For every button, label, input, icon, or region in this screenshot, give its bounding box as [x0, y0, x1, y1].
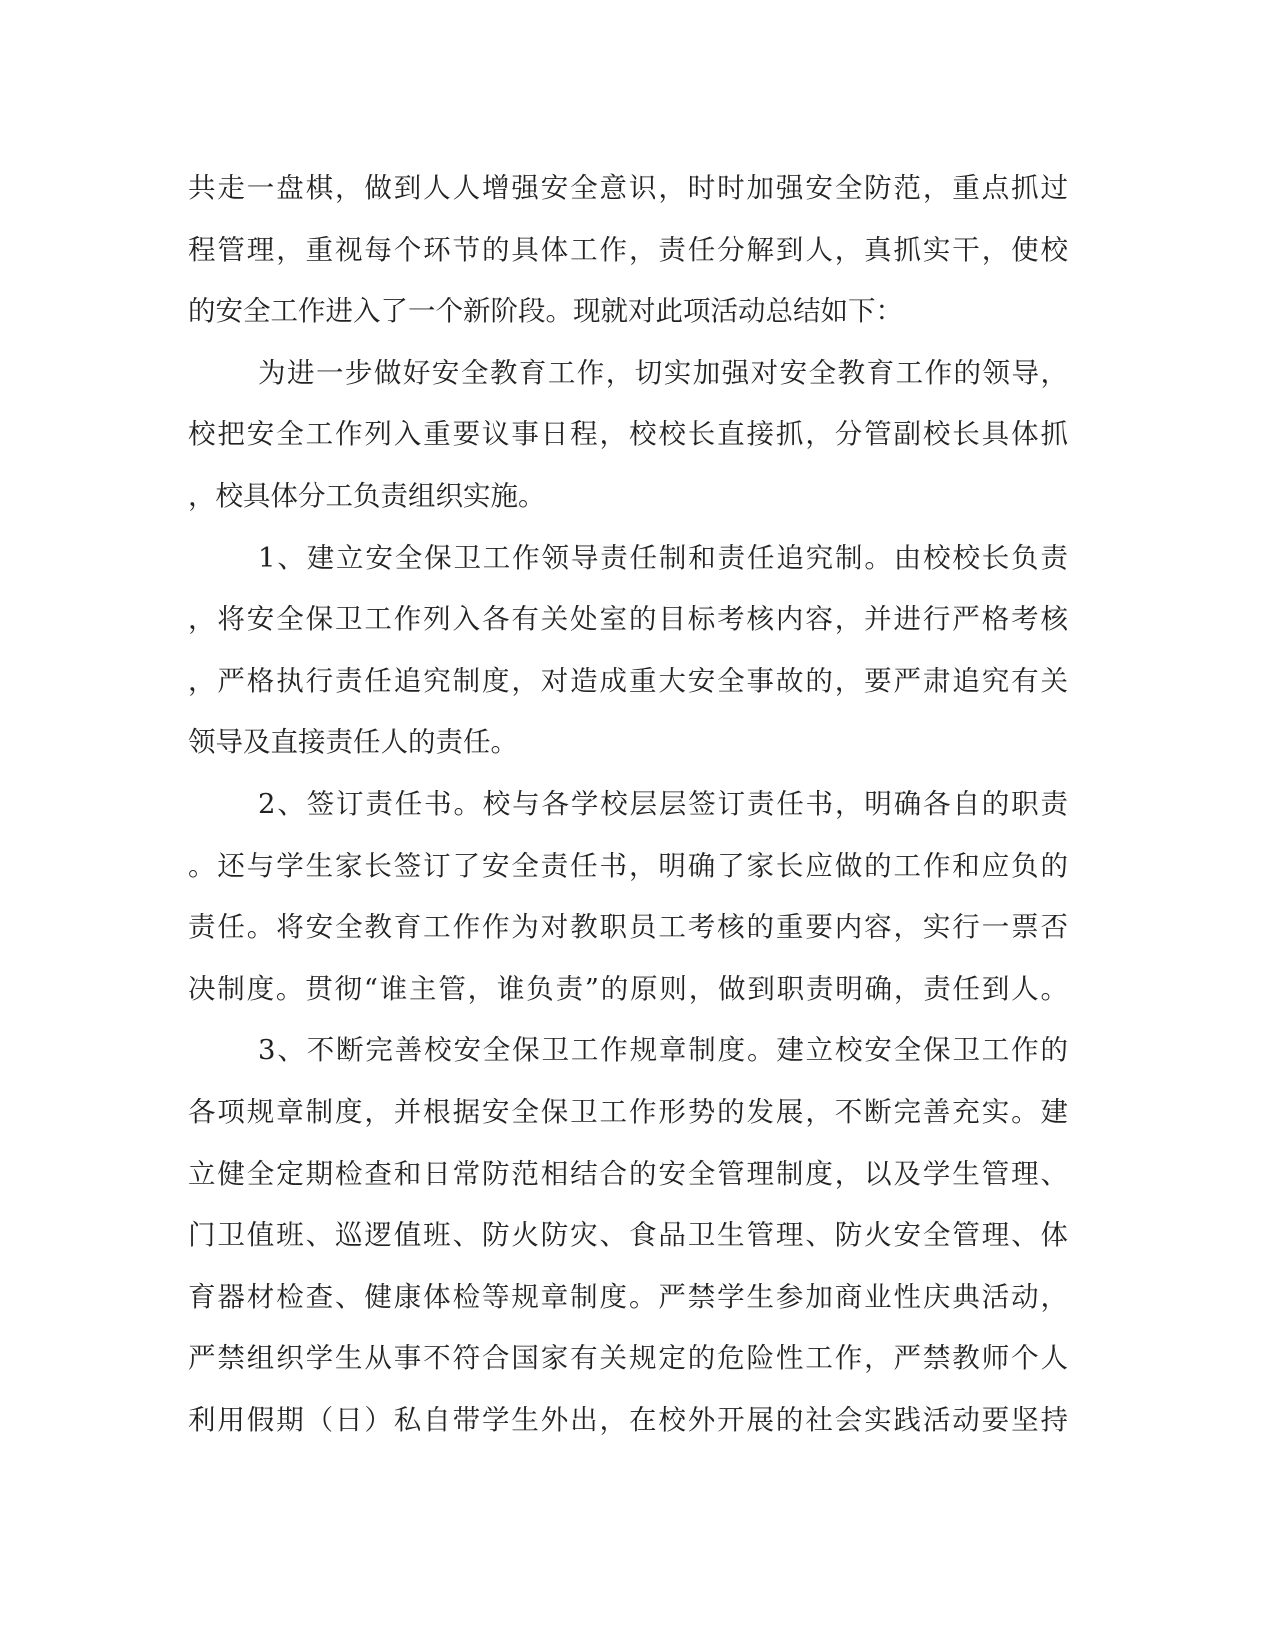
- text-line: 2、签订责任书。校与各学校层层签订责任书，明确各自的职责: [258, 787, 1068, 820]
- text-line: 的安全工作进入了一个新阶段。现就对此项活动总结如下：: [188, 295, 903, 328]
- text-line: ，严格执行责任追究制度，对造成重大安全事故的，要严肃追究有关: [188, 664, 1068, 697]
- paragraph-item-2: [188, 774, 1068, 1020]
- text-line: 决制度。贯彻“谁主管，谁负责”的原则，做到职责明确，责任到人。: [188, 972, 1068, 1005]
- text-line: 利用假期（日）私自带学生外出，在校外开展的社会实践活动要坚持: [188, 1403, 1068, 1436]
- text-line: ，校具体分工负责组织实施。: [188, 479, 546, 512]
- paragraph-intro: [188, 158, 1068, 343]
- paragraph-item-1: [188, 528, 1068, 774]
- text-line: 各项规章制度，并根据安全保卫工作形势的发展，不断完善充实。建: [188, 1095, 1068, 1128]
- text-line: 1、建立安全保卫工作领导责任制和责任追究制。由校校长负责: [258, 541, 1068, 574]
- text-line: 3、不断完善校安全保卫工作规章制度。建立校安全保卫工作的: [258, 1034, 1068, 1067]
- text-line: 共走一盘棋，做到人人增强安全意识，时时加强安全防范，重点抓过: [188, 172, 1068, 204]
- text-line: 领导及直接责任人的责任。: [188, 726, 518, 759]
- paragraph-leadership: [188, 343, 1068, 528]
- text-line: ，将安全保卫工作列入各有关处室的目标考核内容，并进行严格考核: [188, 603, 1068, 636]
- paragraph-item-3: [188, 1020, 1068, 1451]
- document-body: [188, 158, 1068, 1451]
- text-line: 为进一步做好安全教育工作，切实加强对安全教育工作的领导，: [258, 356, 1068, 389]
- text-line: 责任。将安全教育工作作为对教职员工考核的重要内容，实行一票否: [188, 911, 1068, 944]
- text-line: 门卫值班、巡逻值班、防火防灾、食品卫生管理、防火安全管理、体: [188, 1219, 1068, 1252]
- text-line: 。还与学生家长签订了安全责任书，明确了家长应做的工作和应负的: [188, 849, 1068, 882]
- text-line: 育器材检查、健康体检等规章制度。严禁学生参加商业性庆典活动，: [188, 1280, 1068, 1313]
- text-line: 程管理，重视每个环节的具体工作，责任分解到人，真抓实干，使校: [188, 233, 1068, 266]
- text-line: 严禁组织学生从事不符合国家有关规定的危险性工作，严禁教师个人: [188, 1342, 1068, 1375]
- text-line: 立健全定期检查和日常防范相结合的安全管理制度，以及学生管理、: [188, 1157, 1068, 1190]
- text-line: 校把安全工作列入重要议事日程，校校长直接抓，分管副校长具体抓: [188, 418, 1068, 451]
